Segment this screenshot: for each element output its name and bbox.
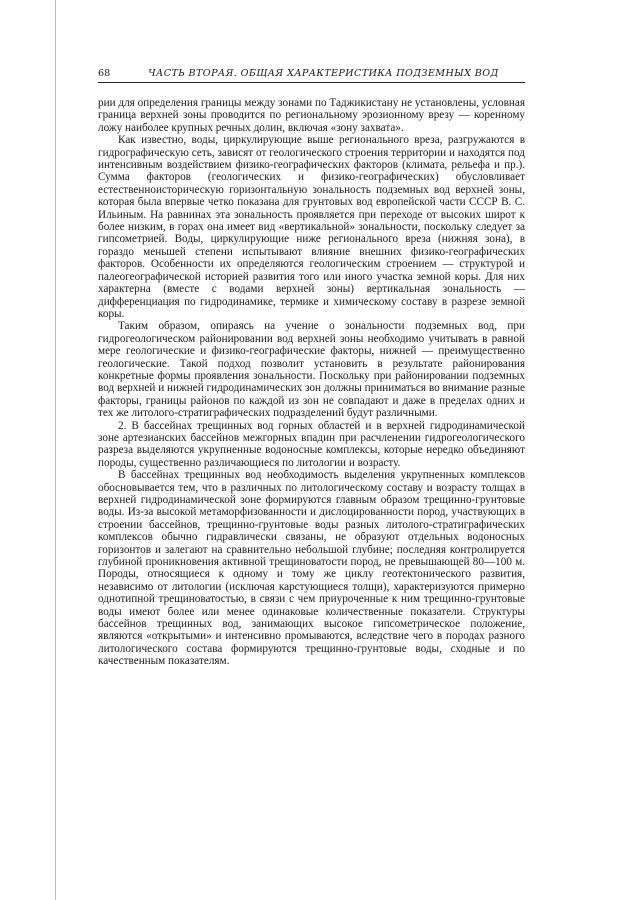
paragraph: В бассейнах трещинных вод необходимость выделения укрупненных комплексов обосновывается тем, что в различных по литологическому составу и возрасту толщах в верхней гидродинамической зоне формируются главным образом трещинно-грунтовые воды. Из-за высокой метаморфизованности и дислоцированности пород, участвующих в строении бассейнов, трещинно-грунтовые воды разных литолого-стратиграфических комплексов обычно гидравлически связаны, не образуют отдельных водоносных горизонтов и залегают на сравнительно небольшой глубине; последняя контролируется глубиной проникновения активной трещиноватости пород, не превышающей 80—100 м. Породы, относящиеся к одному и тому же циклу геотектонического развития, независимо от литологии (исключая карстующиеся толщи), характеризуются примерно однотипной трещиноватостью, в связи с чем приуроченные к ним трещинно-грунтовые воды имеют более или менее одинаковые количественные показатели. Структуры бассейнов трещинных вод, занимающих высокое гипсометрическое положение, являются «открытыми» и интенсивно промываются, вследствие чего в породах разного литологического состава формируются трещинно-грунтовые воды, сходные и по качественным показателям. <box>98 469 525 668</box>
running-header <box>98 68 525 83</box>
paragraph-continuation: рии для определения границы между зонами по Таджикистану не установлены, условная граница верхней зоны проводится по региональному эрозионному врезу — коренному ложу наиболее крупных речных долин, включая «зону захвата». <box>98 97 525 134</box>
book-page <box>98 68 525 668</box>
body-text <box>98 97 525 668</box>
paragraph: Таким образом, опираясь на учение о зональности подземных вод, при гидрогеологическом районировании вод верхней зоны необходимо учитывать в равной мере геологические и физико-географические факторы, нижней — преимущественно геологические. Такой подход позволит установить в результате районирования конкретные формы проявления зональности. Поскольку при районировании подземных вод верхней и нижней гидродинамических зон должны приниматься во внимание разные факторы, границы районов по каждой из зон не совпадают и даже в пределах одних и тех же литолого-стратиграфических подразделений будут различными. <box>98 320 525 420</box>
page-number: 68 <box>98 68 111 79</box>
paragraph-numbered: 2. В бассейнах трещинных вод горных областей и в верхней гидродинамической зоне артезианских бассейнов межгорных впадин при расчленении гидрогеологического разреза выделяются укрупненные водоносные комплексы, которые нередко объединяют породы, существенно различающиеся по литологии и возрасту. <box>98 419 525 469</box>
paragraph: Как известно, воды, циркулирующие выше регионального вреза, разгружаются в гидрографическую сеть, зависят от геологического строения территории и находятся под интенсивным воздействием физико-географических факторов (климата, рельефа и пр.). Сумма факторов (геологических и физико-географических) обусловливает естественноисторическую горизонтальную зональность подземных вод верхней зоны, которая была впервые четко показана для грунтовых вод европейской части СССР В. С. Ильиным. На равнинах эта зональность проявляется при переходе от высоких широт к более низким, в горах она имеет вид «вертикальной» зональности, поскольку следует за гипсометрией. Воды, циркулирующие ниже регионального вреза (нижняя зона), в гораздо меньшей степени испытывают влияние внешних физико-географических факторов. Особенности их определяются геологическим строением — структурой и палеогеографической историей развития того или иного участка земной коры. Для них характерна (вместе с водами верхней зоны) вертикальная зональность — дифференциация по гидродинамике, термике и химическому составу в разрезе земной коры. <box>98 134 525 320</box>
running-title: ЧАСТЬ ВТОРАЯ. ОБЩАЯ ХАРАКТЕРИСТИКА ПОДЗЕМНЫХ ВОД <box>148 68 499 79</box>
page-gutter-line <box>55 0 56 900</box>
